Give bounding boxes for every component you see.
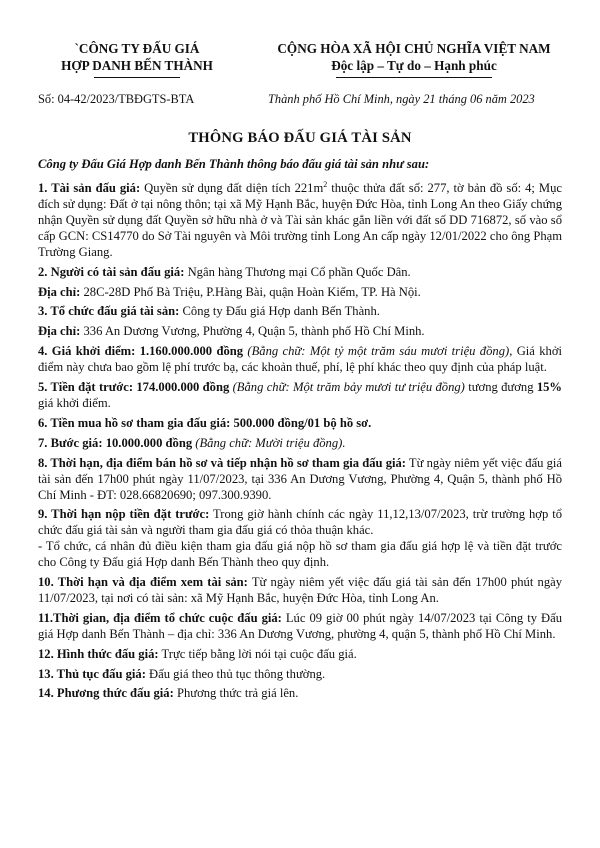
item-11-auction-time: 11.Thời gian, địa điểm tổ chức cuộc đấu giá: Lúc 09 giờ 00 phút ngày 14/07/2023 tại Công ty Đấu giá Hợp danh Bến Thành – địa chỉ: 336 An Dương Vương, phường 4, quận 5, thành phố Hồ Chí Minh.: [38, 610, 562, 641]
item-3-auction-org: 3. Tổ chức đấu giá tài sản: Công ty Đấu giá Hợp danh Bến Thành.: [38, 304, 380, 319]
page-title: THÔNG BÁO ĐẤU GIÁ TÀI SẢN: [188, 130, 412, 146]
item-4-starting-price: 4. Giá khởi điểm: 1.160.000.000 đồng (Bằng chữ: Một tỷ một trăm sáu mươi triệu đồng), Giá khởi điểm này chưa bao gồm lệ phí trước bạ, các khoản thuế, phí, lệ phí khác theo quy định của pháp luật.: [38, 344, 562, 375]
item-9-deposit-deadline: 9. Thời hạn nộp tiền đặt trước: Trong giờ hành chính các ngày 11,12,13/07/2023, trừ trường hợp tổ chức đấu giá tài sản và người tham gia đấu giá có thỏa thuận khác.: [38, 507, 562, 538]
item-5-deposit: 5. Tiền đặt trước: 174.000.000 đồng (Bằng chữ: Một trăm bảy mươi tư triệu đồng) tương đương 15% giá khởi điểm.: [38, 380, 563, 410]
national-heading-block: [254, 40, 574, 74]
item-2-asset-owner: 2. Người có tài sản đấu giá: Ngân hàng Thương mại Cổ phần Quốc Dân.: [38, 264, 411, 279]
item-12-auction-form: 12. Hình thức đấu giá: Trực tiếp bằng lời nói tại cuộc đấu giá.: [38, 646, 357, 661]
company-name-line1: `CÔNG TY ĐẤU GIÁ: [74, 41, 200, 56]
item-7-bid-step: 7. Bước giá: 10.000.000 đồng (Bằng chữ: Mười triệu đồng).: [38, 435, 346, 450]
item-14-method: 14. Phương thức đấu giá: Phương thức trả giá lên.: [38, 686, 299, 701]
item-6-dossier-fee: 6. Tiền mua hồ sơ tham gia đấu giá: 500.000 đồng/01 bộ hồ sơ.: [38, 415, 372, 430]
item-9-note: - Tổ chức, cá nhân đủ điều kiện tham gia đấu giá nộp hồ sơ tham gia đấu giá hợp lệ và tiền đặt trước cho Công ty Đấu giá Hợp danh Bến Thành theo quy định.: [38, 539, 562, 570]
notice-body: [38, 157, 562, 702]
item-10-viewing: 10. Thời hạn và địa điểm xem tài sản: Từ ngày niêm yết việc đấu giá tài sản đến 17h00 phút ngày 11/07/2023, tại nơi có tài sản: xã Mỹ Hạnh Bắc, huyện Đức Hòa, tỉnh Long An.: [38, 575, 562, 605]
document-date: Thành phố Hồ Chí Minh, ngày 21 tháng 06 năm 2023: [268, 92, 535, 106]
document-number: Số: 04-42/2023/TBĐGTS-BTA: [38, 92, 195, 106]
item-1-asset: 1. Tài sản đấu giá: Quyền sử dụng đất diện tích $221m^2$ thuộc thửa đất số: 277, tờ bản đồ số: 4; Mục đích sử dụng: Đất ở tại nông thôn; tại xã Mỹ Hạnh Bắc, huyện Đức Hòa, tỉnh Long An theo Giấy chứng nhận Quyền sử dụng đất Quyền sở hữu nhà ở và Tài sản khác gắn liền với đất số DD 716872, số vào sổ cấp GCN: CS14770 do Sở Tài nguyên và Môi trường tỉnh Long An cấp ngày 12/01/2022 cho ông Phạm Trường Giang.: [38, 179, 562, 259]
item-3-address: Địa chỉ: 336 An Dương Vương, Phường 4, Quận 5, thành phố Hồ Chí Minh.: [38, 324, 425, 339]
slogan-underline: [336, 77, 492, 78]
intro-line: Công ty Đấu Giá Hợp danh Bến Thành thông báo đấu giá tài sản như sau:: [38, 157, 430, 171]
company-name-block: [42, 40, 232, 74]
item-13-procedure: 13. Thủ tục đấu giá: Đấu giá theo thủ tục thông thường.: [38, 666, 326, 681]
item-2-address: Địa chỉ: 28C-28D Phố Bà Triệu, P.Hàng Bài, quận Hoàn Kiếm, TP. Hà Nội.: [38, 284, 421, 299]
national-motto: CỘNG HÒA XÃ HỘI CHỦ NGHĨA VIỆT NAM: [277, 41, 551, 56]
item-8-dossier-sale: 8. Thời hạn, địa điểm bán hồ sơ và tiếp nhận hồ sơ tham gia đấu giá: Từ ngày niêm yết việc đấu giá tài sản đến 17h00 phút ngày 11/07/2023, tại 336 An Dương Vương, Phường 4, Quận 5, thành phố Hồ Chí Minh - ĐT: 028.66820690; 097.300.9390.: [38, 455, 562, 502]
national-slogan: Độc lập – Tự do – Hạnh phúc: [331, 58, 497, 73]
company-name-line2: HỢP DANH BẾN THÀNH: [61, 58, 213, 73]
company-underline: [94, 77, 180, 78]
